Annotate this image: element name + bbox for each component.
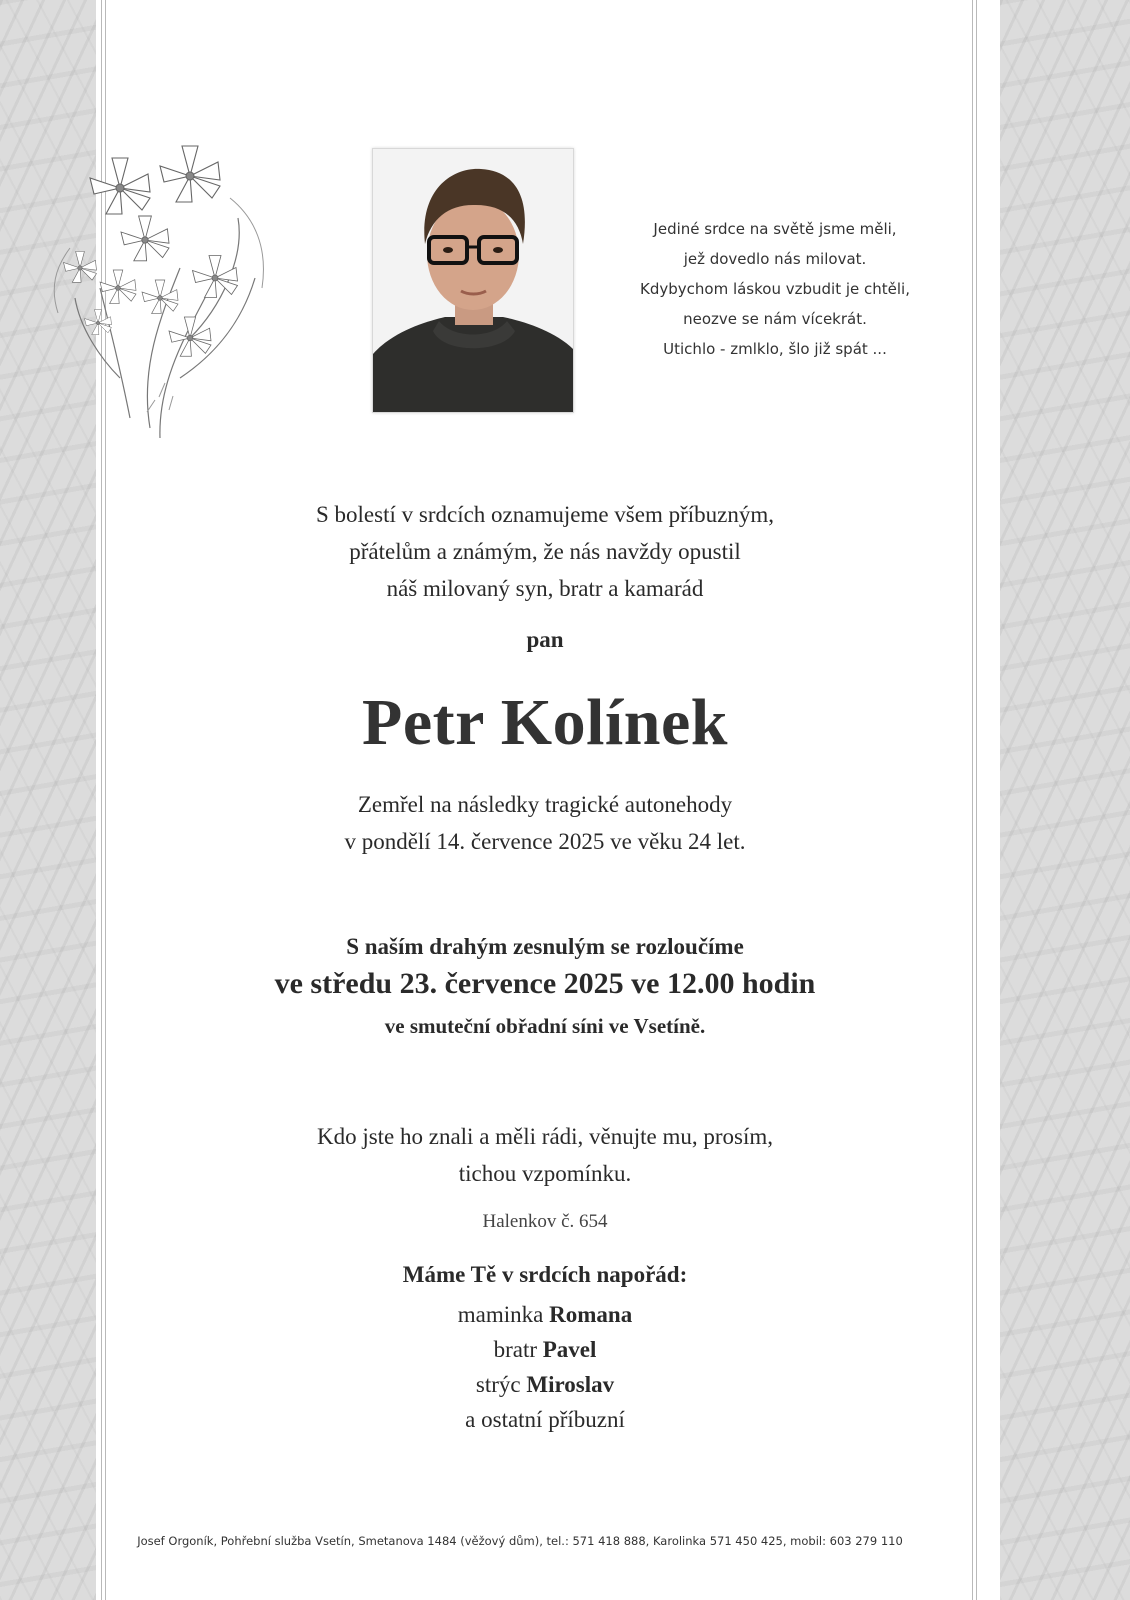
portrait-photo <box>372 148 574 413</box>
border-line <box>976 0 977 1600</box>
person-portrait-icon <box>373 149 573 412</box>
family-name: Pavel <box>542 1337 597 1362</box>
deceased-name: Petr Kolínek <box>362 686 728 759</box>
death-info-line: Zemřel na následky tragické autonehody <box>357 792 733 817</box>
family-relation: maminka <box>457 1302 544 1327</box>
announcement-line: S bolestí v srdcích oznamujeme všem příbuzným, <box>316 502 774 527</box>
plea-line: tichou vzpomínku. <box>458 1161 632 1186</box>
poem-line: jež dovedlo nás milovat. <box>683 250 867 268</box>
family-relation: a ostatní příbuzní <box>465 1407 625 1432</box>
family-member <box>200 1402 890 1437</box>
family-relation: bratr <box>493 1337 537 1362</box>
family-relation: strýc <box>475 1372 521 1397</box>
poem <box>616 214 934 364</box>
plea-line: Kdo jste ho znali a měli rádi, věnujte mu, prosím, <box>316 1124 774 1149</box>
poem-line: Utichlo - zmlklo, šlo již spát ... <box>663 340 887 358</box>
farewell-datetime: ve středu 23. července 2025 ve 12.00 hodin <box>274 967 816 1000</box>
death-info <box>200 786 890 860</box>
family-member <box>200 1367 890 1402</box>
family-name: Romana <box>549 1302 633 1327</box>
lily-bouquet-icon <box>40 128 280 448</box>
death-info-line: v pondělí 14. července 2025 ve věku 24 let. <box>344 829 746 854</box>
footer: Josef Orgoník, Pohřební služba Vsetín, Smetanova 1484 (věžový dům), tel.: 571 418 888, Karolinka 571 450 425, mobil: 603 279 110 <box>137 1534 903 1548</box>
border-line <box>972 0 973 1600</box>
announcement-line: přátelům a známým, že nás navždy opustil <box>349 539 741 564</box>
honorific: pan <box>526 627 564 652</box>
address: Halenkov č. 654 <box>482 1211 608 1232</box>
announcement <box>200 496 890 607</box>
plea <box>200 1118 890 1192</box>
family-name: Miroslav <box>526 1372 615 1397</box>
farewell-place: ve smuteční obřadní síni ve Vsetíně. <box>384 1014 706 1038</box>
poem-line: neozve se nám vícekrát. <box>683 310 867 328</box>
poem-line: Kdybychom láskou vzbudit je chtěli, <box>640 280 910 298</box>
family-member <box>200 1297 890 1332</box>
poem-line: Jediné srdce na světě jsme měli, <box>653 220 897 238</box>
farewell-intro: S naším drahým zesnulým se rozloučíme <box>346 934 744 959</box>
announcement-line: náš milovaný syn, bratr a kamarád <box>386 576 704 601</box>
family-list <box>200 1297 890 1437</box>
marble-border-right <box>1000 0 1130 1600</box>
family-heading: Máme Tě v srdcích napořád: <box>402 1262 688 1287</box>
family-member <box>200 1332 890 1367</box>
